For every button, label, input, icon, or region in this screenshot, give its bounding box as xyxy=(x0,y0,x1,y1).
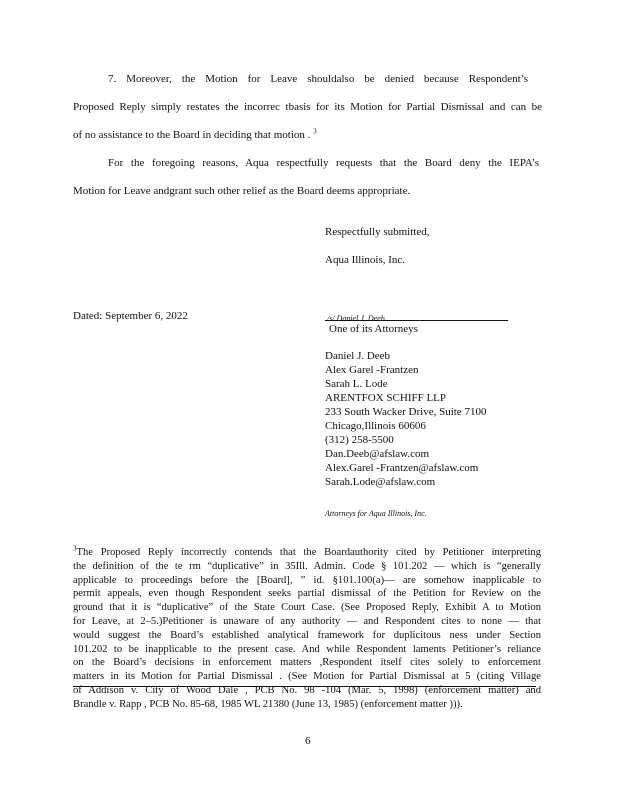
footnote-line: ground that it is “duplicative” of the State Court Case. (See Proposed Reply, Exhibit A to Motion xyxy=(73,602,541,614)
footnote-line: for Leave, at 2–5.)Petitioner is unaware of any authority — and Respondent cites to none — that xyxy=(73,615,541,627)
footnote-line: on the Board’s decisions in enforcement matters ,Respondent itself cites solely to enforcement xyxy=(73,657,541,669)
counsel-line: (312) 258-5500 xyxy=(325,434,394,446)
respectfully-submitted: Respectfully submitted, xyxy=(325,226,430,238)
footnote-line: would suggest the Board’s established analytical framework for duplicitous ness under Section xyxy=(73,629,541,641)
date-line: Dated: September 6, 2022 xyxy=(73,310,188,322)
paragraph-7-line-3-text: of no assistance to the Board in deciding that motion . xyxy=(73,129,311,141)
signature-line xyxy=(325,320,508,321)
footnote-line: Brandle v. Rapp , PCB No. 85-68, 1985 WL 21380 (June 13, 1985) (enforcement matter ))). xyxy=(73,698,463,710)
party-name: Aqua Illinois, Inc. xyxy=(325,254,406,266)
counsel-line: Alex Garel -Frantzen xyxy=(325,364,419,376)
counsel-email: Alex.Garel -Frantzen@afslaw.com xyxy=(325,462,479,474)
counsel-line: Daniel J. Deeb xyxy=(325,350,391,362)
footnote-line: of Addison v. City of Wood Dale , PCB No. 98 -104 (Mar. 5, 1998) (enforcement matter) and xyxy=(73,684,541,696)
footnote-underline xyxy=(73,686,536,687)
paragraph-7-line-1: 7. Moreover, the Motion for Leave shouldalso be denied because Respondent’s xyxy=(108,73,528,85)
counsel-email: Sarah.Lode@afslaw.com xyxy=(325,476,436,488)
footnote-line: permit appeals, even though Respondent seeks partial dismissal of the Petition for Review on the xyxy=(73,588,541,600)
footnote-line: matters in its Motion for Partial Dismissal . (See Motion for Partial Dismissal at 5 (citing Village xyxy=(73,671,541,683)
counsel-line: Chicago,Illinois 60606 xyxy=(325,420,426,432)
footnote-reference-3: 3 xyxy=(313,127,317,136)
footnote-marker: 3 xyxy=(73,544,77,553)
paragraph-7-line-3 xyxy=(73,129,317,142)
one-of-its-attorneys: One of its Attorneys xyxy=(329,323,418,335)
footnote-line: applicable to proceedings before the [Board], ” id. §101.100(a)— are somehow inapplicable to xyxy=(73,574,541,586)
footnote-line: the definition of the te rm “duplicative” in 35Ill. Admin. Code § 101.202 — which is “generally xyxy=(73,560,541,572)
counsel-line: Sarah L. Lode xyxy=(325,378,388,390)
page-number: 6 xyxy=(305,735,311,747)
paragraph-7-line-2: Proposed Reply simply restates the incorrec tbasis for its Motion for Partial Dismissal and can be xyxy=(73,101,542,113)
closing-paragraph-line-1: For the foregoing reasons, Aqua respectfully requests that the Board deny the IEPA’s xyxy=(108,157,539,169)
footnote-line: 101.202 to be inapplicable to the present case. And while Respondent laments Petitioner’s reliance xyxy=(73,643,541,655)
footnote-line: $^3$The Proposed Reply incorrectly contends that the Boardauthority cited by Petitioner interpreting xyxy=(73,544,541,558)
electronic-signature: /s/ Daniel J. Deeb xyxy=(327,314,385,323)
attorneys-for-line: Attorneys for Aqua Illinois, Inc. xyxy=(325,509,427,518)
counsel-line: 233 South Wacker Drive, Suite 7100 xyxy=(325,406,487,418)
closing-paragraph-line-2: Motion for Leave andgrant such other relief as the Board deems appropriate. xyxy=(73,185,411,197)
counsel-line: ARENTFOX SCHIFF LLP xyxy=(325,392,447,404)
counsel-email: Dan.Deeb@afslaw.com xyxy=(325,448,430,460)
